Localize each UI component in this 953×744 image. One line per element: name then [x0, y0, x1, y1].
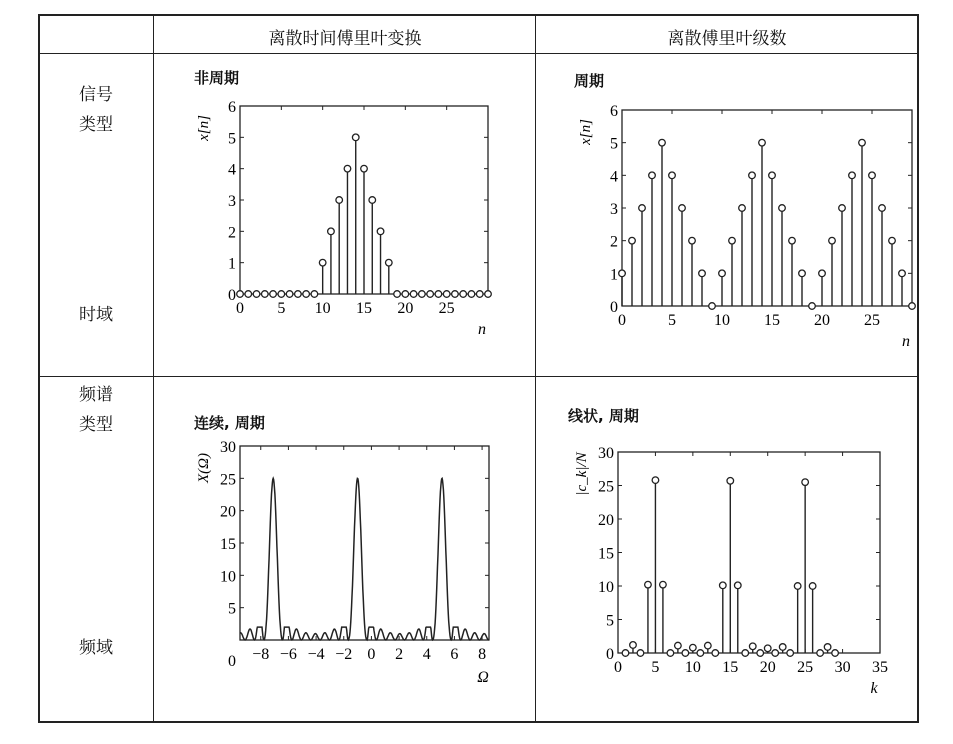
svg-text:6: 6	[228, 99, 236, 116]
svg-text:0: 0	[367, 646, 376, 663]
svg-text:Ω: Ω	[477, 669, 489, 686]
svg-text:1: 1	[610, 266, 618, 284]
svg-text:0: 0	[618, 312, 626, 329]
svg-text:30: 30	[220, 439, 236, 456]
svg-text:5: 5	[651, 659, 660, 676]
svg-text:4: 4	[422, 646, 431, 663]
svg-text:0: 0	[228, 653, 236, 670]
svg-text:0: 0	[610, 299, 618, 316]
svg-text:5: 5	[606, 612, 614, 630]
svg-text:2: 2	[228, 224, 236, 242]
svg-text:5: 5	[228, 600, 236, 618]
svg-text:25: 25	[797, 659, 814, 676]
svg-text:0: 0	[236, 300, 244, 317]
svg-text:4: 4	[228, 161, 236, 179]
svg-text:5: 5	[228, 130, 236, 148]
svg-text:25: 25	[438, 300, 455, 317]
svg-text:10: 10	[220, 568, 236, 586]
panel-title-line-periodic: 线状, 周期	[568, 407, 639, 425]
svg-text:0: 0	[228, 287, 236, 304]
svg-text:6: 6	[610, 103, 618, 120]
svg-text:20: 20	[220, 503, 236, 521]
row-label-time-domain: 时域	[79, 305, 113, 325]
svg-text:2: 2	[395, 646, 404, 663]
svg-text:5: 5	[610, 135, 618, 153]
svg-text:30: 30	[834, 659, 851, 676]
svg-text:35: 35	[872, 659, 888, 676]
svg-text:3: 3	[228, 193, 236, 210]
svg-text:n: n	[902, 333, 910, 350]
svg-text:25: 25	[220, 471, 236, 489]
chart-dtft_freq	[196, 439, 489, 686]
svg-text:8: 8	[478, 646, 487, 663]
panel-title-periodic: 周期	[574, 72, 605, 90]
svg-text:25: 25	[598, 478, 614, 496]
svg-text:25: 25	[864, 312, 880, 329]
svg-text:x[n]: x[n]	[578, 119, 594, 145]
header-dfs: 离散傅里叶级数	[667, 29, 787, 49]
svg-text:0: 0	[606, 646, 614, 663]
svg-text:10: 10	[714, 312, 730, 329]
svg-text:5: 5	[277, 300, 286, 317]
chart-dfs_freq	[574, 445, 888, 697]
svg-text:10: 10	[314, 300, 331, 317]
svg-text:20: 20	[759, 659, 776, 676]
header-dtft: 离散时间傅里叶变换	[268, 29, 422, 49]
svg-text:15: 15	[356, 300, 372, 317]
svg-text:n: n	[478, 321, 486, 338]
svg-text:k: k	[870, 680, 878, 697]
panel-title-aperiodic: 非周期	[194, 69, 240, 87]
svg-text:1: 1	[228, 255, 236, 273]
svg-text:15: 15	[598, 545, 614, 563]
svg-text:−4: −4	[307, 646, 325, 663]
panel-title-continuous-periodic: 连续, 周期	[194, 414, 265, 432]
row-label-text: 类型	[79, 115, 113, 135]
svg-text:−6: −6	[279, 646, 297, 663]
svg-text:5: 5	[668, 312, 676, 329]
svg-text:3: 3	[610, 201, 618, 218]
svg-text:20: 20	[814, 312, 830, 329]
svg-text:6: 6	[450, 646, 459, 663]
svg-text:4: 4	[610, 168, 618, 186]
svg-text:15: 15	[764, 312, 780, 329]
svg-text:15: 15	[722, 659, 739, 676]
svg-text:20: 20	[598, 512, 614, 529]
row-label-text: 频谱	[79, 385, 113, 405]
row-label-text: 类型	[79, 415, 113, 435]
svg-text:x[n]: x[n]	[196, 115, 212, 141]
chart-dtft_time	[196, 99, 491, 338]
svg-text:2: 2	[610, 233, 618, 251]
svg-text:15: 15	[220, 536, 236, 553]
svg-text:0: 0	[614, 659, 622, 676]
svg-text:20: 20	[397, 300, 414, 317]
svg-text:|c_k|/N: |c_k|/N	[574, 452, 590, 496]
svg-text:10: 10	[684, 659, 701, 676]
svg-text:10: 10	[598, 579, 614, 596]
row-label-frequency-domain: 频域	[79, 638, 113, 658]
row-label-text: 信号	[79, 85, 113, 105]
svg-text:X(Ω): X(Ω)	[196, 453, 212, 483]
svg-text:−8: −8	[252, 646, 270, 663]
svg-text:30: 30	[598, 445, 614, 462]
chart-dfs_time	[578, 103, 915, 350]
svg-text:−2: −2	[335, 646, 353, 663]
